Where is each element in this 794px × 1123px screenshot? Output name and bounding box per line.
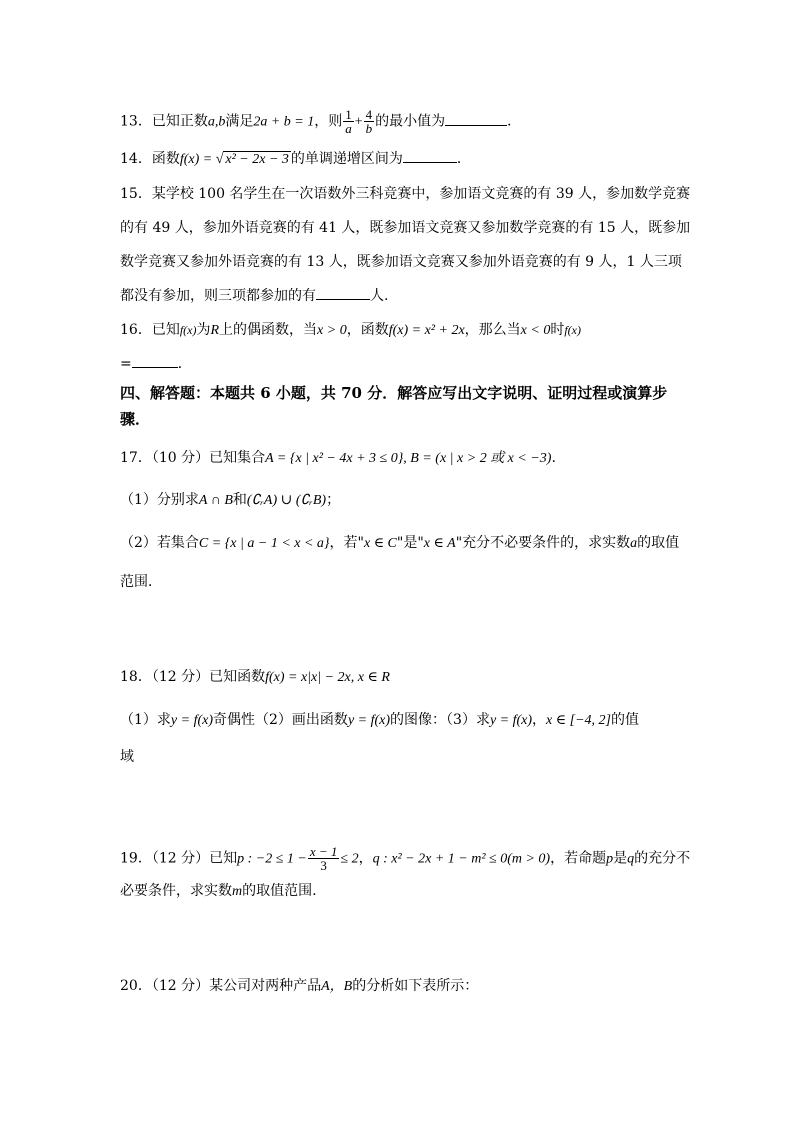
question-17-part-2-line-2: 范围． [120,574,162,590]
q13-answer-blank[interactable] [445,113,507,126]
q13-fraction-1: $\frac{1}{a}$ [345,107,352,136]
q17-sets: A = {x | x² − 4x + 3 ≤ 0}, B = (x | x > 2 或 x < −3) [265,451,552,466]
question-15-line-1: 15．某学校 100 名学生在一次语数外三科竞赛中，参加语文竞赛的有 39 人，参加数学竞赛 [120,186,691,202]
question-13: 13．已知正数a,b满足2a + b = 1，则 $\frac{1}{a}$ + $\frac{4}{b}$ 的最小值为 ． [120,107,522,136]
question-15-line-2: 的有 49 人，参加外语竞赛的有 41 人，既参加语文竞赛又参加数学竞赛的有 15 人，既参加 [120,220,691,236]
q13-fraction-2: $\frac{4}{b}$ [365,107,373,136]
question-18-parts-line-2: 域 [120,749,134,765]
q19-fraction: $\frac{x - 1}{3}$ [309,844,338,873]
question-16: 16．已知f(x)为R上的偶函数，当x > 0，函数f(x) = x² + 2x，那么当x < 0时f(x) [120,322,581,338]
question-18: 18．（12 分）已知函数f(x) = x|x| − 2x, x ∈ R [120,669,390,685]
q13-condition: 2a + b = 1 [253,114,315,130]
question-17-part-2: （2）若集合C = {x | a − 1 < x < a}，若"x ∈ C"是"x ∈ A"充分不必要条件的，求实数a的取值 [120,535,680,551]
q16-answer-blank[interactable] [132,355,178,368]
q19-proposition-q: q : x² − 2x + 1 − m² ≤ 0(m > 0) [372,851,551,867]
q14-function: f(x) = [179,152,216,167]
question-17-part-1: （1）分别求A ∩ B和(∁ᵣA) ∪ (∁ᵣB)； [120,492,341,508]
question-17: 17．（10 分）已知集合A = {x | x² − 4x + 3 ≤ 0}, B = (x | x > 2 或 x < −3). [120,450,556,466]
question-20: 20．（12 分）某公司对两种产品A，B的分析如下表所示： [120,978,479,994]
question-15-line-4: 都没有参加，则三项都参加的有 人. [120,288,389,304]
question-16-line-2: = ． [120,356,192,372]
q14-answer-blank[interactable] [403,150,457,163]
question-15-line-3: 数学竞赛又参加外语竞赛的有 13 人，既参加语文竞赛又参加外语竞赛的有 9 人，1 人三项 [120,254,682,270]
q15-answer-blank[interactable] [316,287,370,300]
q14-sqrt-body: x² − 2x − 3 [225,152,289,167]
question-19: 19．（12 分）已知p : −2 ≤ 1 − $\frac{x - 1}{3}$ ≤ 2，q : x² − 2x + 1 − m² ≤ 0(m > 0)，若命题p是q的充分不 [120,844,691,873]
question-18-parts: （1）求y = f(x)奇偶性（2）画出函数y = f(x)的图像：（3）求y = f(x)，x ∈ [−4, 2]的值 [120,712,639,728]
q13-number: 13． [120,113,152,130]
section-4-heading: 四、解答题：本题共 6 小题，共 70 分．解答应写出文字说明、证明过程或演算步骤． [120,384,668,428]
q18-function: f(x) = x|x| − 2x, x ∈ R [265,670,390,685]
question-19-line-2: 必要条件，求实数m的取值范围. [120,883,317,899]
question-14: 14．函数f(x) = √ x² − 2x − 3 的单调递增区间为 ． [120,151,471,167]
